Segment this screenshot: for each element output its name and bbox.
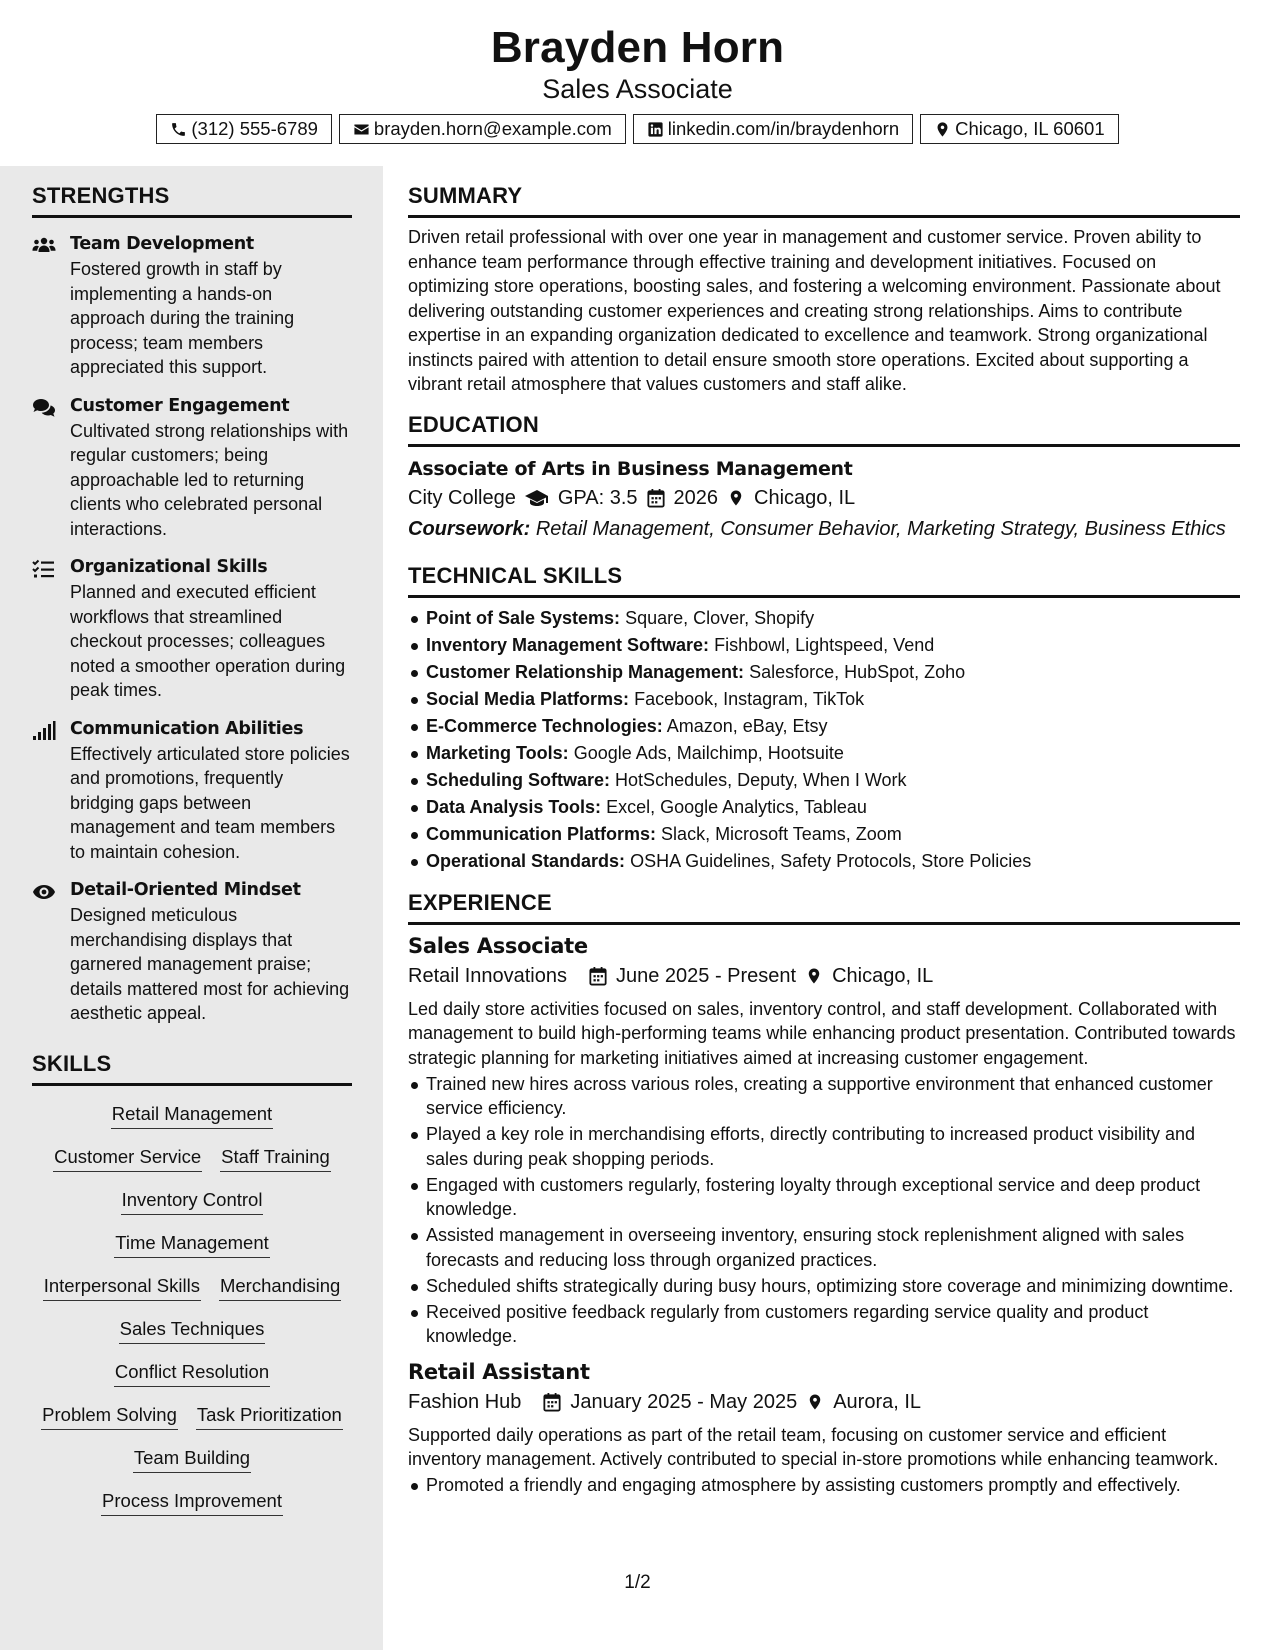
signal-icon — [32, 721, 56, 741]
skill-row — [32, 1316, 352, 1344]
skill-tag: Conflict Resolution — [114, 1359, 270, 1387]
graduation-year: 2026 — [673, 486, 718, 509]
job-location: Chicago, IL — [832, 964, 934, 987]
strength-desc: Planned and executed efficient workflows that streamlined checkout processes; colleagues noted a smoother operation during peak times. — [70, 582, 346, 700]
list-item: E-Commerce Technologies: Amazon, eBay, Etsy — [408, 713, 1240, 740]
skills-heading: SKILLS — [32, 1050, 352, 1086]
list-check-icon — [32, 559, 56, 579]
map-pin-icon — [806, 1392, 824, 1412]
calendar-icon — [647, 488, 665, 508]
graduation-cap-icon — [525, 488, 549, 508]
skill-tag: Retail Management — [111, 1101, 273, 1129]
contact-location — [920, 114, 1118, 144]
job-meta — [408, 961, 1240, 991]
strength-title: Organizational Skills — [70, 557, 268, 577]
job-bullets — [408, 1473, 1240, 1498]
skill-tag: Sales Techniques — [119, 1316, 266, 1344]
skill-row — [32, 1359, 352, 1387]
skill-row — [32, 1273, 352, 1301]
email-text: brayden.horn@example.com — [373, 118, 612, 139]
strength-title: Detail-Oriented Mindset — [70, 880, 301, 900]
skill-tag: Staff Training — [220, 1144, 331, 1172]
calendar-icon — [543, 1392, 561, 1412]
skill-tag: Process Improvement — [101, 1488, 283, 1516]
school-location: Chicago, IL — [754, 486, 856, 509]
summary-section — [408, 182, 1240, 397]
gpa: GPA: 3.5 — [557, 486, 638, 509]
company-name: Fashion Hub — [408, 1390, 522, 1413]
technical-skills-list — [408, 605, 1240, 875]
list-item: Scheduling Software: HotSchedules, Deputy, When I Work — [408, 767, 1240, 794]
main-content — [383, 166, 1275, 1650]
coursework-label: Coursework: — [408, 517, 531, 540]
page-number: 1/2 — [624, 1572, 651, 1593]
list-item: Trained new hires across various roles, creating a supportive environment that enhanced customer service efficiency. — [408, 1072, 1240, 1121]
job-description: Supported daily operations as part of the retail team, focusing on customer service and efficient inventory management. Actively contributed to special in-store promotions while enhancing teamwork. — [408, 1424, 1219, 1469]
sidebar — [0, 166, 383, 1650]
coursework-list: Retail Management, Consumer Behavior, Marketing Strategy, Business Ethics — [535, 517, 1226, 540]
strength-item — [32, 394, 352, 542]
strength-desc: Designed meticulous merchandising displays that garnered management praise; details mattered most for achieving aesthetic appeal. — [70, 905, 350, 1023]
job-title: Retail Assistant — [408, 1359, 590, 1384]
contact-bar — [0, 114, 1275, 144]
skill-row — [32, 1402, 352, 1430]
strength-desc: Cultivated strong relationships with regular customers; being approachable led to returning clients who celebrated personal interactions. — [70, 420, 349, 539]
strength-title: Customer Engagement — [70, 395, 290, 416]
summary-heading: SUMMARY — [408, 182, 1240, 218]
linkedin-icon — [647, 121, 664, 138]
phone-text: (312) 555-6789 — [191, 118, 318, 139]
skills-section — [32, 1050, 352, 1516]
list-item: Communication Platforms: Slack, Microsoft Teams, Zoom — [408, 821, 1240, 848]
list-item: Customer Relationship Management: Salesforce, HubSpot, Zoho — [408, 659, 1240, 686]
skill-tag: Problem Solving — [41, 1402, 178, 1430]
list-item: Engaged with customers regularly, fostering loyalty through exceptional service and deep product knowledge. — [408, 1173, 1240, 1222]
list-item: Point of Sale Systems: Square, Clover, Shopify — [408, 605, 1240, 632]
contact-email[interactable] — [339, 114, 626, 144]
eye-icon — [32, 882, 56, 902]
job-bullets — [408, 1072, 1240, 1349]
job-title: Sales Associate — [408, 933, 588, 958]
skill-tag: Customer Service — [53, 1144, 202, 1172]
skill-tag: Team Building — [133, 1445, 251, 1473]
job-meta — [408, 1387, 1240, 1417]
location-text: Chicago, IL 60601 — [955, 118, 1105, 139]
contact-linkedin[interactable] — [633, 114, 913, 144]
coursework — [408, 514, 1240, 544]
candidate-title: Sales Associate — [542, 74, 733, 104]
strength-title: Team Development — [70, 234, 254, 254]
education-meta — [408, 483, 1240, 513]
job-dates: January 2025 - May 2025 — [570, 1390, 798, 1413]
degree-title: Associate of Arts in Business Management — [408, 457, 853, 480]
experience-section — [408, 889, 1240, 1498]
list-item: Operational Standards: OSHA Guidelines, Safety Protocols, Store Policies — [408, 848, 1240, 875]
skill-row — [32, 1488, 352, 1516]
job-location: Aurora, IL — [833, 1390, 922, 1413]
comments-icon — [32, 398, 56, 418]
job-dates: June 2025 - Present — [615, 964, 797, 987]
strengths-heading: STRENGTHS — [32, 182, 352, 218]
skill-tag: Time Management — [114, 1230, 270, 1258]
technical-skills-section — [408, 562, 1240, 875]
skill-row — [32, 1445, 352, 1473]
strength-desc: Effectively articulated store policies and promotions, frequently bridging gaps between management and team members to maintain cohesion. — [70, 743, 350, 862]
candidate-name: Brayden Horn — [490, 23, 785, 72]
map-pin-icon — [727, 488, 745, 508]
list-item: Played a key role in merchandising efforts, directly contributing to increased product visibility and sales during peak shopping periods. — [408, 1122, 1240, 1171]
list-item: Scheduled shifts strategically during busy hours, optimizing store coverage and minimizing downtime. — [408, 1274, 1240, 1299]
skill-tag: Merchandising — [219, 1273, 341, 1301]
school-name: City College — [408, 486, 516, 509]
list-item: Inventory Management Software: Fishbowl, Lightspeed, Vend — [408, 632, 1240, 659]
users-icon — [32, 236, 56, 256]
map-pin-icon — [934, 121, 951, 138]
list-item: Received positive feedback regularly from customers regarding service quality and product knowledge. — [408, 1300, 1240, 1349]
education-section — [408, 411, 1240, 544]
strength-title: Communication Abilities — [70, 718, 304, 739]
skill-tag: Interpersonal Skills — [43, 1273, 201, 1301]
strength-item — [32, 717, 352, 865]
list-item: Marketing Tools: Google Ads, Mailchimp, Hootsuite — [408, 740, 1240, 767]
job-description: Led daily store activities focused on sales, inventory control, and staff development. Collaborated with management to build high-performing teams while enhancing product presentation. Contributed towards strategic planning for marketing initiatives aimed at increasing customer engagement. — [408, 998, 1236, 1068]
skill-row — [32, 1101, 352, 1129]
strength-item — [32, 555, 352, 703]
list-item: Social Media Platforms: Facebook, Instagram, TikTok — [408, 686, 1240, 713]
strength-desc: Fostered growth in staff by implementing a hands-on approach during the training process; team members appreciated this support. — [70, 259, 295, 377]
skill-row — [32, 1187, 352, 1215]
summary-text: Driven retail professional with over one year in management and customer service. Proven ability to enhance team performance through effective training and development initiatives. Focused on optimizing store operations, boosting sales, and fostering a welcoming environment. Passionate about delivering outstanding customer experiences and creating strong relationships. Aims to contribute expertise in an expanding organization dedicated to excellence and teamwork. Strong organizational instincts paired with attention to detail ensure smooth store operations. Excited about supporting a vibrant retail atmosphere that values customers and staff alike. — [408, 227, 1221, 394]
experience-heading: EXPERIENCE — [408, 889, 1240, 925]
map-pin-icon — [805, 966, 823, 986]
skill-tag: Task Prioritization — [196, 1402, 343, 1430]
list-item: Data Analysis Tools: Excel, Google Analytics, Tableau — [408, 794, 1240, 821]
envelope-icon — [353, 121, 370, 138]
strength-item — [32, 232, 352, 380]
list-item: Assisted management in overseeing inventory, ensuring stock replenishment aligned with sales forecasts and reducing loss through organized practices. — [408, 1223, 1240, 1272]
job-entry — [408, 1357, 1240, 1498]
list-item: Promoted a friendly and engaging atmosphere by assisting customers promptly and effectively. — [408, 1473, 1240, 1498]
skill-tag: Inventory Control — [121, 1187, 264, 1215]
calendar-icon — [589, 966, 607, 986]
skill-row — [32, 1144, 352, 1172]
skill-row — [32, 1230, 352, 1258]
technical-skills-heading: TECHNICAL SKILLS — [408, 562, 1240, 598]
education-heading: EDUCATION — [408, 411, 1240, 447]
job-entry — [408, 931, 1240, 1349]
resume-header — [0, 0, 1275, 166]
linkedin-text: linkedin.com/in/braydenhorn — [667, 118, 900, 139]
strength-item — [32, 878, 352, 1026]
phone-icon — [170, 121, 187, 138]
contact-phone[interactable] — [156, 114, 332, 144]
company-name: Retail Innovations — [408, 964, 567, 987]
